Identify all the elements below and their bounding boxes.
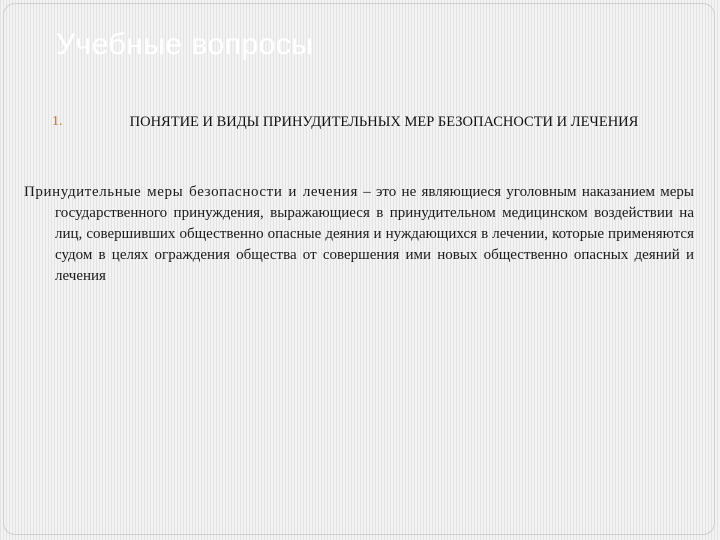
definition-text: – это не являющиеся уголовным наказанием меры государственного принуждения, выражающиеся в принудительном медицинском воздействии на лиц, совершивших общественно опасные деяния и нуждающихся в лечении, которые применяются судом в целях ограждения общества от совершения ими новых общественно опасных деяний и лечения (55, 184, 694, 284)
definition-paragraph (24, 182, 694, 287)
section-heading: ПОНЯТИЕ И ВИДЫ ПРИНУДИТЕЛЬНЫХ МЕР БЕЗОПАСНОСТИ И ЛЕЧЕНИЯ (129, 114, 639, 130)
definition-term: Принудительные меры безопасности и лечения (24, 184, 358, 200)
slide-title: Учебные вопросы (56, 28, 314, 61)
heading-number: 1. (52, 114, 63, 129)
